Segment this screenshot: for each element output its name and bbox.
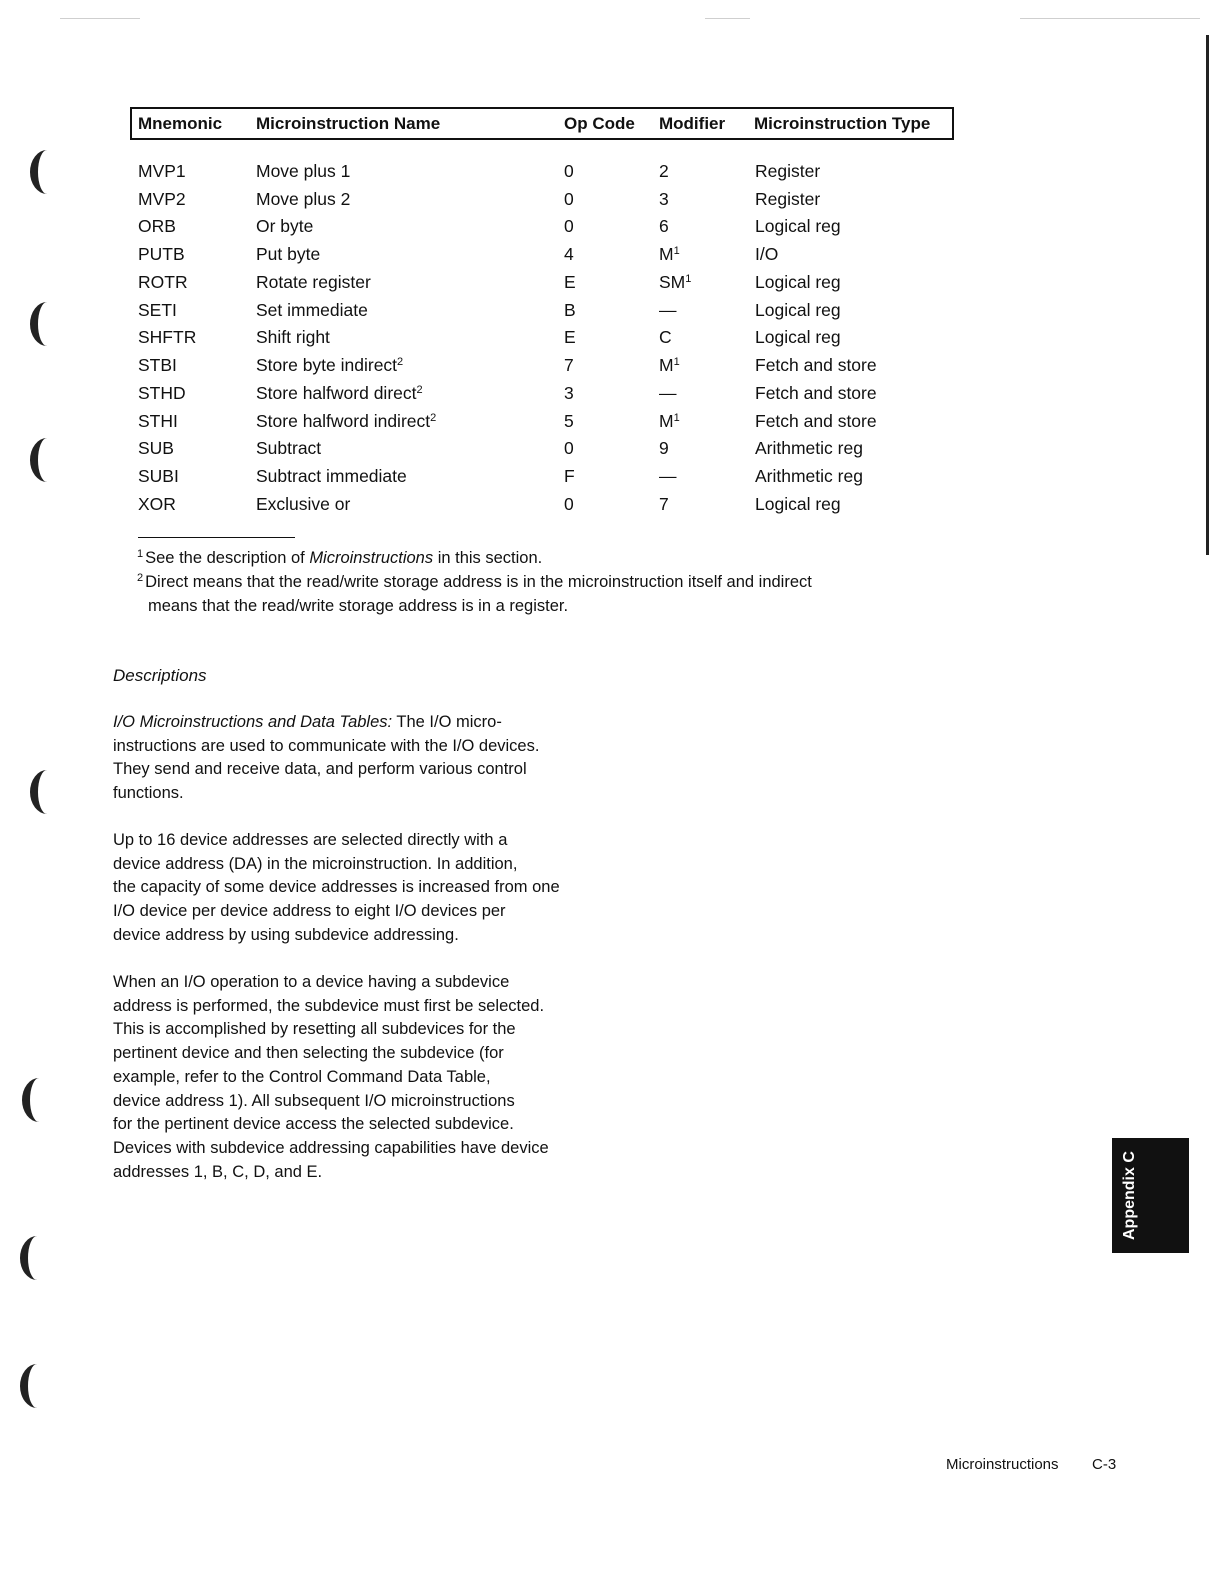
name-cell: Subtract immediate [256, 466, 407, 486]
table-row [0, 244, 1000, 270]
table-row [0, 411, 1000, 437]
modifier-cell: $M^1$ [659, 244, 680, 264]
op-code-cell: B [564, 300, 576, 320]
header-microinstruction-type: Microinstruction Type [754, 114, 931, 133]
mnemonic-cell: ROTR [138, 272, 188, 292]
mnemonic-cell: STHD [138, 383, 186, 403]
name-cell: Store halfword direct$^2$ [256, 383, 423, 403]
table-row [0, 383, 1000, 409]
name-cell: Move plus 1 [256, 161, 351, 181]
op-code-cell: 3 [564, 383, 574, 403]
type-cell: Register [755, 189, 821, 209]
op-code-cell: 5 [564, 411, 574, 431]
modifier-cell: $M^1$ [659, 411, 680, 431]
name-cell: Subtract [256, 438, 322, 458]
name-cell: Move plus 2 [256, 189, 351, 209]
type-cell: Logical reg [755, 300, 841, 320]
binder-hole-mark [20, 1364, 54, 1408]
table-row [0, 494, 1000, 520]
footnote-marker: 1 [137, 548, 144, 560]
modifier-cell: $M^1$ [659, 355, 680, 375]
table-row [0, 161, 1000, 187]
table-row [0, 438, 1000, 464]
mnemonic-cell: PUTB [138, 244, 185, 264]
header-modifier: Modifier [659, 114, 726, 133]
binder-hole-mark [20, 1236, 54, 1280]
header-mnemonic: Mnemonic [138, 114, 223, 133]
type-cell: Fetch and store [755, 355, 877, 375]
section-heading: Descriptions [113, 666, 207, 685]
page-edge-line [1206, 35, 1209, 555]
modifier-cell: C [659, 327, 672, 347]
name-cell: Set immediate [256, 300, 368, 320]
type-cell: Logical reg [755, 272, 841, 292]
type-cell: Logical reg [755, 494, 841, 514]
type-cell: Arithmetic reg [755, 466, 863, 486]
op-code-cell: F [564, 466, 575, 486]
modifier-cell: 3 [659, 189, 669, 209]
modifier-cell: 2 [659, 161, 669, 181]
type-cell: Logical reg [755, 216, 841, 236]
table-row [0, 189, 1000, 215]
modifier-cell: 7 [659, 494, 669, 514]
op-code-cell: 7 [564, 355, 574, 375]
table-row [0, 355, 1000, 381]
mnemonic-cell: STBI [138, 355, 177, 375]
mnemonic-cell: SUBI [138, 466, 179, 486]
mnemonic-cell: ORB [138, 216, 176, 236]
mnemonic-cell: MVP2 [138, 189, 186, 209]
op-code-cell: 0 [564, 438, 574, 458]
modifier-cell: $SM^1$ [659, 272, 692, 292]
table-row [0, 466, 1000, 492]
appendix-tab-label: Appendix C [1121, 1151, 1138, 1240]
modifier-cell: — [659, 300, 677, 320]
table-row [0, 272, 1000, 298]
name-cell: Shift right [256, 327, 330, 347]
footnote-1: $^1$ See the description of Microinstructions in this section. [137, 548, 543, 567]
op-code-cell: E [564, 272, 576, 292]
modifier-cell: — [659, 466, 677, 486]
mnemonic-cell: SHFTR [138, 327, 197, 347]
type-cell: I/O [755, 244, 779, 264]
footnote-2: $^2$ Direct means that the read/write storage address is in the microinstruction itself and indirect [137, 572, 812, 591]
op-code-cell: 4 [564, 244, 574, 264]
table-row [0, 327, 1000, 353]
op-code-cell: 0 [564, 189, 574, 209]
binder-hole-mark [30, 770, 64, 814]
op-code-cell: 0 [564, 161, 574, 181]
paragraph-io-microinstructions: I/O Microinstructions and Data Tables: The I/O micro- instructions are used to communicate with the I/O devices. They send and receive data, and perform various control functions. [113, 713, 540, 803]
binder-hole-mark [22, 1078, 56, 1122]
scan-artifact-line [60, 18, 140, 19]
run-in-heading: I/O Microinstructions and Data Tables: [113, 713, 393, 731]
footnote-marker: 2 [137, 572, 144, 584]
op-code-cell: 0 [564, 216, 574, 236]
name-cell: Store byte indirect$^2$ [256, 355, 404, 375]
scan-artifact-line [705, 18, 750, 19]
type-cell: Fetch and store [755, 383, 877, 403]
name-cell: Or byte [256, 216, 314, 236]
paragraph-device-addresses: Up to 16 device addresses are selected directly with a device address (DA) in the microinstruction. In addition, the capacity of some device addresses is increased from one I/O device per device address to eight I/O devices per device address by using subdevice addressing. [113, 831, 560, 944]
type-cell: Fetch and store [755, 411, 877, 431]
footer-section-title: Microinstructions [946, 1456, 1059, 1473]
header-op-code: Op Code [564, 114, 635, 133]
mnemonic-cell: SUB [138, 438, 174, 458]
page-number: C-3 [1092, 1456, 1117, 1473]
name-cell: Put byte [256, 244, 321, 264]
modifier-cell: 9 [659, 438, 669, 458]
op-code-cell: E [564, 327, 576, 347]
mnemonic-cell: MVP1 [138, 161, 186, 181]
name-cell: Store halfword indirect$^2$ [256, 411, 437, 431]
table-row [0, 216, 1000, 242]
footnote-2-continuation: means that the read/write storage address is in a register. [148, 597, 569, 615]
op-code-cell: 0 [564, 494, 574, 514]
mnemonic-cell: SETI [138, 300, 177, 320]
footnote-rule [138, 537, 295, 538]
name-cell: Exclusive or [256, 494, 351, 514]
type-cell: Arithmetic reg [755, 438, 863, 458]
type-cell: Logical reg [755, 327, 841, 347]
name-cell: Rotate register [256, 272, 371, 292]
modifier-cell: 6 [659, 216, 669, 236]
modifier-cell: — [659, 383, 677, 403]
paragraph-subdevice-selection: When an I/O operation to a device having a subdevice address is performed, the subdevice must first be selected. This is accomplished by resetting all subdevices for the pertinent device and then selecting the subdevice (for example, refer to the Control Command Data Table, device address 1). All subsequent I/O microinstructions for the pertinent device access the selected subdevice. Devices with subdevice addressing capabilities have device addresses 1, B, C, D, and E. [113, 973, 549, 1181]
mnemonic-cell: STHI [138, 411, 178, 431]
type-cell: Register [755, 161, 821, 181]
table-row [0, 300, 1000, 326]
mnemonic-cell: XOR [138, 494, 176, 514]
scan-artifact-line [1020, 18, 1200, 19]
header-microinstruction-name: Microinstruction Name [256, 114, 441, 133]
